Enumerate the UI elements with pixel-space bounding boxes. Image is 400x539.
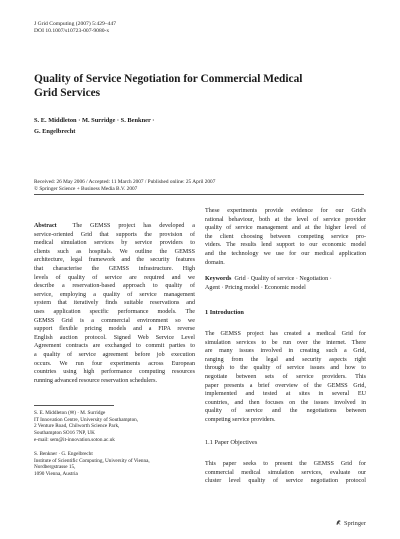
- publication-dates: [34, 179, 354, 193]
- author-line: G. Engelbrecht: [34, 128, 76, 135]
- abstract-line: English auction protocol. Signed Web Service Level: [34, 334, 195, 341]
- body-line: implemented and tested at sites in several EU: [205, 391, 366, 398]
- email-line: e-mail: sem@it-innovation.soton.ac.uk: [34, 436, 115, 443]
- body-line: through to the quality of service issues and how to: [205, 365, 366, 372]
- doi: DOI 10.1007/s10723-007-9080-x: [34, 28, 110, 35]
- abstract-line: support flexible pricing models and a FIPA reverse: [34, 326, 195, 333]
- abstract-line: domain.: [205, 259, 225, 266]
- journal-reference: J Grid Computing (2007) 5:429–447: [34, 21, 117, 27]
- body-line: are many issues involved in creating such a Grid,: [205, 348, 366, 355]
- copyright-notice: © Springer Science + Business Media B.V. 2007: [34, 185, 138, 192]
- affiliation-line: S. E. Middleton (✉) · M. Surridge: [34, 410, 106, 416]
- abstract-line: architecture, legal framework and the security features: [34, 257, 195, 264]
- abstract-line: clients such as hospitals. We outline the GEMSS: [34, 248, 195, 255]
- keywords-line: Keywords Grid · Quality of service · Negotiation ·: [205, 276, 332, 283]
- author-line: S. E. Middleton · M. Surridge · S. Benkner ·: [34, 117, 155, 124]
- abstract-line: that characterise the GEMSS infrastructure. High: [34, 265, 195, 272]
- abstract-line: occurs. We run four experiments across European: [34, 360, 195, 367]
- body-line: commercial medical simulation services, evaluate our: [205, 469, 366, 476]
- affiliation-line: S. Benkner · G. Engelbrecht: [34, 451, 93, 457]
- journal-citation: [34, 21, 116, 36]
- history-dates: Received: 26 May 2006 / Accepted: 11 March 2007 / Published online: 25 April 2007: [34, 179, 216, 185]
- keywords-label: Keywords: [205, 276, 232, 283]
- affiliation-line: Institute of Scientific Computing, University of Vienna,: [34, 457, 150, 464]
- body-line: paper presents a brief overview of the GEMSS Grid,: [205, 382, 366, 389]
- title-line: Quality of Service Negotiation for Commercial Medical: [34, 73, 303, 85]
- abstract-line: service-oriented Grid that supports the provision of: [34, 231, 195, 238]
- affiliation-line: 2 Venture Road, Chilworth Science Park,: [34, 423, 120, 430]
- keywords: [205, 275, 366, 292]
- subsection-heading-paper-objectives: 1.1 Paper Objectives: [205, 439, 258, 447]
- body-line: quality of service and the negotiations between: [205, 408, 366, 415]
- affiliation-line: Nordbergstrasse 15,: [34, 464, 76, 471]
- body-line: countries, and then focuses on the issues involved in: [205, 399, 366, 406]
- body-line: negotiate between sets of service providers. This: [205, 373, 366, 380]
- abstract-line: the client choosing between competing service pro-: [205, 233, 366, 240]
- keywords-line: Agent · Pricing model · Economic model: [205, 284, 306, 291]
- publisher-name: Springer: [343, 520, 366, 527]
- body-line: The GEMSS project has created a medical Grid for: [205, 330, 366, 337]
- body-line: cluster level quality of service negotiation protocol: [205, 478, 366, 485]
- springer-horse-icon: [335, 519, 342, 528]
- affiliation-line: IT Innovation Centre, University of Southampton,: [34, 416, 139, 423]
- abstract-line: running advanced resource reservation schedulers.: [34, 377, 158, 384]
- abstract-line: a quality of service agreement before job execution: [34, 351, 195, 358]
- footnote-divider: [34, 405, 114, 406]
- section-heading-introduction: 1 Introduction: [205, 309, 244, 317]
- right-column: [205, 207, 366, 486]
- abstract-line: These experiments provide evidence for our Grid's: [205, 208, 366, 214]
- author-list: [34, 115, 314, 137]
- title-line: Grid Services: [34, 87, 101, 99]
- abstract-line: quality of service management and at the higher level of: [205, 225, 366, 232]
- publisher-mark: [335, 519, 366, 528]
- affiliation-line: 1090 Vienna, Austria: [34, 471, 78, 478]
- affiliation-block-1: [34, 410, 138, 444]
- abstract-line: system that iteratively finds suitable reservations and: [34, 300, 195, 307]
- abstract-line: Abstract The GEMSS project has developed a: [34, 223, 195, 229]
- abstract-column: [34, 222, 195, 385]
- abstract-line: describe a reservation-based approach to quality of: [34, 283, 195, 290]
- body-line: This paper seeks to present the GEMSS Grid for: [205, 461, 366, 468]
- abstract-line: levels of quality of service are required and we: [34, 274, 195, 281]
- abstract-line: uses application specific performance models. The: [34, 308, 195, 315]
- abstract-line: service, employing a quality of service management: [34, 291, 195, 298]
- abstract-line: Agreement contracts are exchanged to commit parties to: [34, 343, 195, 350]
- abstract-line: rational behaviour, both at the level of service provider: [205, 216, 366, 223]
- body-line: ranging from the legal and security aspects right: [205, 356, 366, 363]
- header-divider: [34, 194, 364, 195]
- abstract-line: countries using high performance computing resources: [34, 369, 195, 376]
- abstract-line: and the technology we use for our medical application: [205, 250, 366, 257]
- abstract-line: medical simulation services by service providers to: [34, 240, 195, 247]
- affiliation-block-2: [34, 451, 150, 478]
- paper-title: [34, 72, 334, 100]
- affiliation-line: Southampton SO16 7NP, UK: [34, 430, 95, 437]
- body-line: simulation services to be run over the internet. There: [205, 339, 366, 346]
- abstract-line: viders. The results lend support to our economic model: [205, 242, 366, 249]
- abstract-label: Abstract: [34, 223, 57, 229]
- body-line: competing service providers.: [205, 416, 276, 423]
- abstract-line: GEMSS Grid is a commercial environment so we: [34, 317, 195, 324]
